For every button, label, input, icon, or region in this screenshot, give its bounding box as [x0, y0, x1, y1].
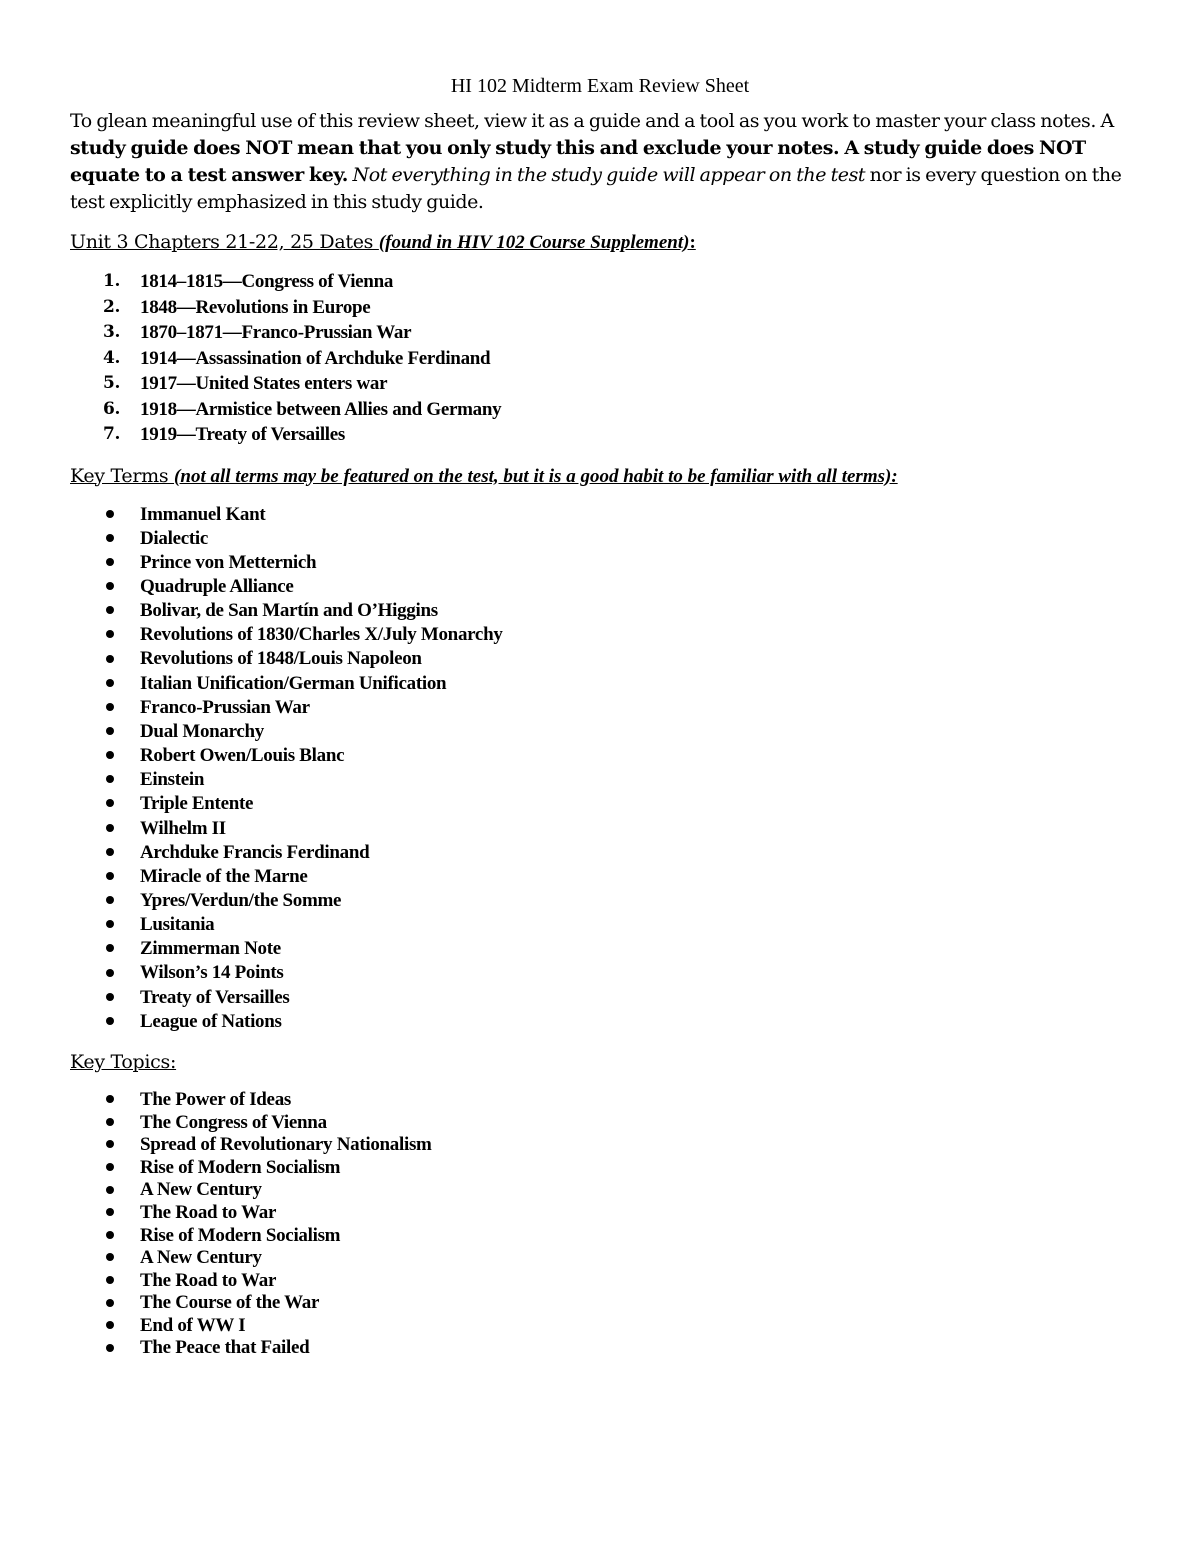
list-item: [70, 397, 1130, 423]
list-number: 4.: [103, 347, 121, 368]
list-item: [70, 672, 1130, 696]
dates-heading-colon: :: [689, 232, 696, 253]
dates-heading-text: Unit 3 Chapters 21-22, 25 Dates: [70, 231, 379, 253]
list-item-text: Einstein: [140, 769, 205, 791]
bullet-icon: [106, 1118, 114, 1126]
list-item-text: Revolutions of 1848/Louis Napoleon: [140, 648, 422, 670]
bullet-icon: [106, 510, 114, 518]
list-item: [70, 1010, 1130, 1034]
list-item: [70, 1292, 1130, 1315]
list-item-text: The Road to War: [140, 1201, 277, 1223]
bullet-icon: [106, 799, 114, 807]
list-item: [70, 1157, 1130, 1180]
bullet-icon: [106, 1276, 114, 1284]
list-item-text: Dialectic: [140, 527, 208, 549]
bullet-icon: [106, 824, 114, 832]
intro-bold-text: study guide does NOT mean that you only study this and exclude your notes. A study guide does NOT equate to a test answer key.: [70, 137, 1086, 186]
list-number: 3.: [103, 322, 121, 342]
bullet-icon: [106, 606, 114, 614]
list-item-text: Robert Owen/Louis Blanc: [140, 745, 345, 767]
list-item: [70, 696, 1130, 720]
bullet-icon: [106, 703, 114, 711]
list-item: [70, 551, 1130, 575]
list-item: [70, 817, 1130, 841]
list-number: 6.: [103, 398, 121, 419]
list-item-text: 1917—United States enters war: [140, 373, 388, 394]
bullet-icon: [106, 920, 114, 928]
bullet-icon: [106, 655, 114, 663]
list-item-text: Quadruple Alliance: [140, 575, 294, 597]
list-item-text: Lusitania: [140, 914, 215, 936]
list-item: [70, 913, 1130, 937]
list-item-text: Prince von Metternich: [140, 551, 317, 573]
list-item: [70, 720, 1130, 744]
list-number: 7.: [103, 424, 121, 444]
list-number: 5.: [103, 373, 121, 393]
list-item: [70, 647, 1130, 671]
terms-heading-text: Key Terms: [70, 464, 175, 487]
bullet-icon: [106, 1253, 114, 1261]
terms-list: [70, 503, 1130, 1034]
list-item-text: Spread of Revolutionary Nationalism: [140, 1134, 432, 1156]
bullet-icon: [106, 751, 114, 759]
list-item-text: A New Century: [140, 1179, 262, 1201]
topics-list: [70, 1089, 1130, 1360]
list-item: [70, 320, 1130, 346]
list-item: [70, 1089, 1130, 1112]
list-item: [70, 744, 1130, 768]
bullet-icon: [106, 1140, 114, 1148]
list-item: [70, 1134, 1130, 1157]
list-item: [70, 527, 1130, 551]
list-item: [70, 503, 1130, 527]
list-item: [70, 937, 1130, 961]
list-item-text: The Road to War: [140, 1269, 277, 1291]
list-item: [70, 768, 1130, 792]
bullet-icon: [106, 727, 114, 735]
bullet-icon: [106, 848, 114, 856]
list-item: [70, 865, 1130, 889]
bullet-icon: [106, 993, 114, 1001]
list-item-text: Rise of Modern Socialism: [140, 1224, 341, 1246]
list-item-text: Ypres/Verdun/the Somme: [140, 890, 342, 911]
list-item-text: The Congress of Vienna: [140, 1111, 327, 1133]
bullet-icon: [106, 1231, 114, 1239]
bullet-icon: [106, 944, 114, 952]
intro-text-2: nor is every question on the test explicitly emphasized in this study guide.: [70, 164, 1122, 213]
document-title: HI 102 Midterm Exam Review Sheet: [450, 75, 750, 97]
bullet-icon: [106, 679, 114, 687]
bullet-icon: [106, 872, 114, 880]
list-item: [70, 1202, 1130, 1225]
bullet-icon: [106, 969, 114, 977]
bullet-icon: [106, 558, 114, 566]
list-item-text: Italian Unification/German Unification: [140, 672, 447, 694]
list-item-text: 1914—Assassination of Archduke Ferdinand: [140, 347, 491, 369]
intro-paragraph: [70, 108, 1130, 216]
topics-heading: [70, 1050, 1130, 1075]
list-item: [70, 1179, 1130, 1202]
list-item: [70, 792, 1130, 816]
list-item-text: Treaty of Versailles: [140, 986, 290, 1008]
bullet-icon: [106, 1321, 114, 1329]
list-item-text: Wilson’s 14 Points: [140, 962, 284, 984]
bullet-icon: [106, 1344, 114, 1352]
list-item: [70, 269, 1130, 295]
list-item-text: Miracle of the Marne: [140, 865, 308, 887]
list-item: [70, 1225, 1130, 1248]
bullet-icon: [106, 1163, 114, 1171]
list-item: [70, 295, 1130, 321]
list-item-text: Zimmerman Note: [140, 938, 281, 960]
bullet-icon: [106, 1095, 114, 1103]
bullet-icon: [106, 1186, 114, 1194]
list-item-text: Bolivar, de San Martín and O’Higgins: [140, 600, 438, 622]
list-item: [70, 841, 1130, 865]
bullet-icon: [106, 1017, 114, 1025]
bullet-icon: [106, 896, 114, 904]
list-item-text: 1814–1815—Congress of Vienna: [140, 271, 394, 292]
dates-heading-italic: (found in HIV 102 Course Supplement): [378, 232, 690, 253]
intro-italic-text: Not everything in the study guide will appear on the test: [352, 164, 866, 186]
list-number: 1.: [103, 271, 121, 291]
list-item: [70, 889, 1130, 913]
bullet-icon: [106, 1299, 114, 1307]
list-item: [70, 1247, 1130, 1270]
bullet-icon: [106, 775, 114, 783]
bullet-icon: [106, 630, 114, 638]
list-item: [70, 1270, 1130, 1293]
list-item-text: End of WW I: [140, 1314, 246, 1336]
list-item-text: The Power of Ideas: [140, 1088, 291, 1110]
list-item: [70, 623, 1130, 647]
intro-text-1: To glean meaningful use of this review sheet, view it as a guide and a tool as you work to master your class notes. A: [70, 110, 1114, 132]
dates-list: [70, 269, 1130, 448]
list-item-text: Triple Entente: [140, 793, 254, 815]
list-item: [70, 346, 1130, 372]
list-item-text: Archduke Francis Ferdinand: [140, 841, 370, 863]
list-item-text: A New Century: [140, 1247, 262, 1269]
list-number: 2.: [103, 296, 121, 317]
list-item-text: 1919—Treaty of Versailles: [140, 424, 345, 445]
list-item-text: 1918—Armistice between Allies and Germany: [140, 398, 502, 420]
list-item-text: Immanuel Kant: [140, 503, 266, 525]
bullet-icon: [106, 534, 114, 542]
list-item-text: Rise of Modern Socialism: [140, 1156, 341, 1178]
list-item: [70, 422, 1130, 448]
list-item-text: Wilhelm II: [140, 817, 226, 839]
list-item: [70, 1337, 1130, 1360]
list-item-text: The Course of the War: [140, 1292, 320, 1314]
terms-heading: [70, 464, 1130, 489]
list-item-text: League of Nations: [140, 1010, 282, 1032]
terms-heading-italic: (not all terms may be featured on the test, but it is a good habit to be familiar with all terms):: [174, 465, 898, 487]
dates-heading: [70, 230, 1130, 255]
list-item-text: 1848—Revolutions in Europe: [140, 296, 371, 318]
list-item-text: Dual Monarchy: [140, 720, 265, 742]
list-item-text: 1870–1871—Franco-Prussian War: [140, 322, 412, 343]
topics-heading-text: Key Topics:: [70, 1050, 177, 1073]
list-item: [70, 575, 1130, 599]
list-item: [70, 371, 1130, 397]
list-item: [70, 599, 1130, 623]
list-item: [70, 961, 1130, 985]
list-item-text: Revolutions of 1830/Charles X/July Monarchy: [140, 624, 503, 646]
list-item: [70, 986, 1130, 1010]
bullet-icon: [106, 1208, 114, 1216]
document-page: [70, 70, 1130, 1376]
list-item-text: Franco-Prussian War: [140, 696, 310, 718]
list-item: [70, 1112, 1130, 1135]
bullet-icon: [106, 582, 114, 590]
list-item: [70, 1315, 1130, 1338]
list-item-text: The Peace that Failed: [140, 1337, 310, 1359]
